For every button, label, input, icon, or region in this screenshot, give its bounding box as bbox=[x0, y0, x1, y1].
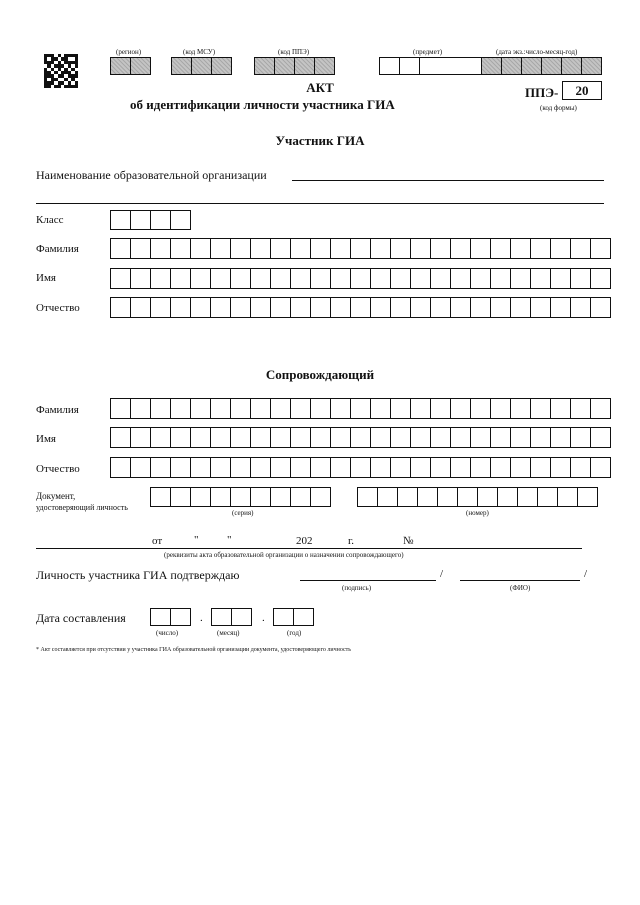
org-second-line[interactable] bbox=[36, 203, 604, 204]
date-dot-1: . bbox=[200, 612, 203, 624]
date-day-cells[interactable] bbox=[150, 608, 191, 626]
msu-cells bbox=[171, 57, 232, 75]
month-label: (месяц) bbox=[217, 629, 240, 637]
document-label-line1: Документ, bbox=[36, 491, 76, 501]
day-label: (число) bbox=[156, 629, 179, 637]
fio-label: (ФИО) bbox=[510, 584, 531, 592]
document-label-line2: удостоверяющий личность bbox=[36, 503, 128, 512]
requisites-note: (реквизиты акта образовательной организации о назначении сопровождающего) bbox=[164, 551, 404, 559]
escort-name-cells[interactable] bbox=[110, 427, 611, 448]
form-prefix: ППЭ- bbox=[525, 85, 559, 100]
year-label: (год) bbox=[287, 629, 302, 637]
escort-surname-label: Фамилия bbox=[36, 404, 79, 416]
participant-surname-cells[interactable] bbox=[110, 238, 611, 259]
escort-patronymic-cells[interactable] bbox=[110, 457, 611, 478]
escort-surname-cells[interactable] bbox=[110, 398, 611, 419]
requisites-number-sign: № bbox=[403, 535, 414, 547]
requisites-from: от bbox=[152, 535, 163, 547]
participant-section-title: Участник ГИА bbox=[275, 133, 365, 148]
date-month-cells[interactable] bbox=[211, 608, 252, 626]
participant-surname-label: Фамилия bbox=[36, 243, 79, 255]
date-dot-2: . bbox=[262, 612, 265, 624]
participant-name-cells[interactable] bbox=[110, 268, 611, 289]
exam-date-cells bbox=[481, 57, 602, 75]
escort-name-label: Имя bbox=[36, 433, 56, 445]
confirm-slash-1: / bbox=[440, 568, 444, 580]
participant-name-label: Имя bbox=[36, 272, 56, 284]
exam-date-label: (дата экз.:число-месяц-год) bbox=[496, 48, 578, 56]
form-code-label: (код формы) bbox=[540, 104, 577, 112]
document-label bbox=[36, 491, 128, 513]
org-label: Наименование образовательной организации bbox=[36, 168, 267, 182]
requisites-quote-close: " bbox=[227, 534, 232, 546]
signature-label: (подпись) bbox=[342, 584, 372, 592]
date-year-cells[interactable] bbox=[273, 608, 314, 626]
org-input-line[interactable] bbox=[292, 180, 604, 181]
form-number-box: 20 bbox=[562, 81, 602, 100]
region-label: (регион) bbox=[116, 48, 142, 56]
series-label: (серия) bbox=[232, 509, 254, 517]
ppe-label: (код ППЭ) bbox=[278, 48, 310, 56]
confirm-slash-2: / bbox=[584, 568, 588, 580]
requisites-year-suffix: г. bbox=[348, 535, 355, 547]
subject-blank-box bbox=[419, 57, 482, 75]
act-subtitle: об идентификации личности участника ГИА bbox=[130, 97, 395, 112]
class-cells[interactable] bbox=[110, 210, 191, 230]
confirm-label: Личность участника ГИА подтверждаю bbox=[36, 568, 240, 582]
participant-patronymic-label: Отчество bbox=[36, 302, 80, 314]
document-number-cells[interactable] bbox=[357, 487, 598, 507]
requisites-year: 202 bbox=[296, 535, 313, 547]
document-series-cells[interactable] bbox=[150, 487, 331, 507]
escort-patronymic-label: Отчество bbox=[36, 463, 80, 475]
subject-cells bbox=[379, 57, 420, 75]
class-label: Класс bbox=[36, 214, 64, 226]
escort-section-title: Сопровождающий bbox=[265, 367, 375, 382]
requisites-line[interactable] bbox=[36, 548, 582, 549]
ppe-cells bbox=[254, 57, 335, 75]
fio-line[interactable] bbox=[460, 580, 580, 581]
date-label: Дата составления bbox=[36, 611, 126, 625]
footnote: * Акт составляется при отсутствии у участника ГИА образовательной организации документа, удостоверяющего личность bbox=[36, 647, 352, 653]
subject-label: (предмет) bbox=[413, 48, 443, 56]
number-label: (номер) bbox=[466, 509, 489, 517]
requisites-quote-open: " bbox=[194, 534, 199, 546]
region-cells bbox=[110, 57, 151, 75]
signature-line[interactable] bbox=[300, 580, 436, 581]
participant-patronymic-cells[interactable] bbox=[110, 297, 611, 318]
msu-label: (код МСУ) bbox=[183, 48, 216, 56]
act-title: АКТ bbox=[306, 80, 334, 95]
